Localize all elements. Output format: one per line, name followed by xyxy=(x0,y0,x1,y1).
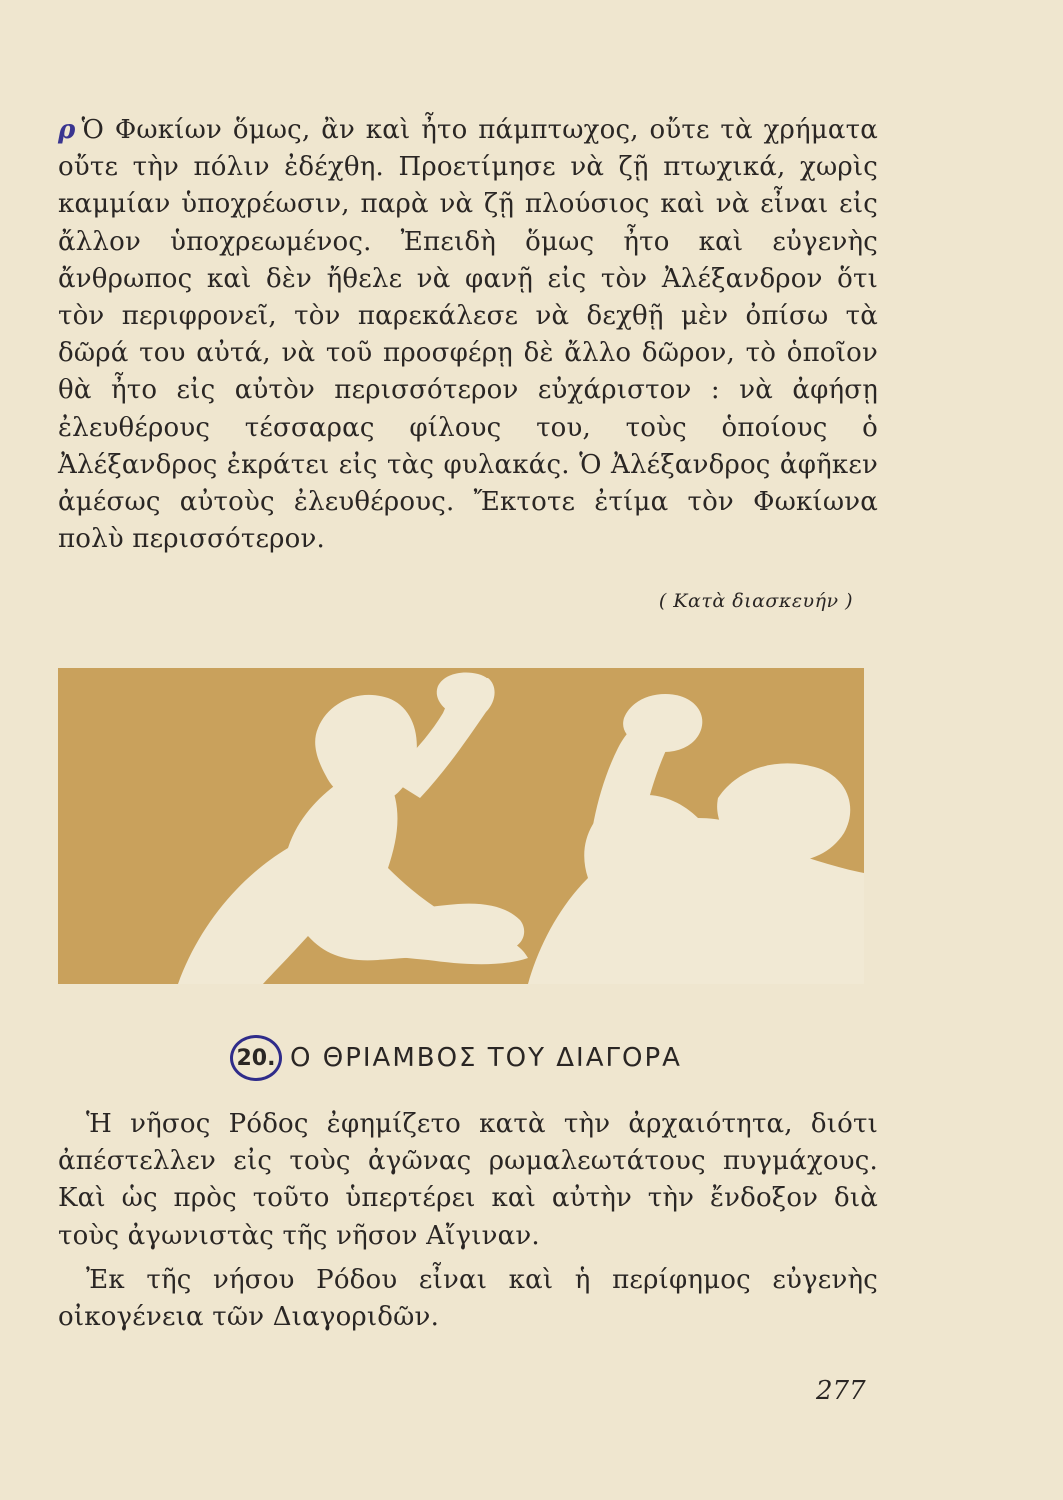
paragraph-rhodes: Ἡ νῆσος Ρόδος ἐφημίζετο κατὰ τὴν ἀρχαιότητα, διότι ἀπέστελλεν εἰς τοὺς ἀγῶνας ρωμαλεωτάτους πυγμάχους. Καὶ ὡς πρὸς τοῦτο ὑπερτέρει καὶ αὐτὴν τὴν ἔνδοξον διὰ τοὺς ἀγωνιστὰς τῆς νῆσον Αἴγιναν. xyxy=(58,1109,878,1251)
page-number: 277 xyxy=(816,1376,866,1406)
handwritten-marker: ρ xyxy=(58,115,76,145)
section-title: Ο ΘΡΙΑΜΒΟΣ ΤΟΥ ΔΙΑΓΟΡΑ xyxy=(290,1043,682,1073)
source-credit: ( Κατὰ διασκευήν ) xyxy=(658,590,853,612)
paragraph-phocion xyxy=(58,112,878,558)
paragraph-diagorids: Ἐκ τῆς νήσου Ρόδου εἶναι καὶ ἡ περίφημος εὐγενὴς οἰκογένεια τῶν Διαγοριδῶν. xyxy=(58,1265,878,1333)
boxers-image xyxy=(58,668,864,984)
boxers-illustration xyxy=(58,668,864,984)
section-heading xyxy=(230,1030,830,1086)
paragraph-text: Ὁ Φωκίων ὅμως, ἂν καὶ ἦτο πάμπτωχος, οὔτε τὰ χρήματα οὔτε τὴν πόλιν ἐδέχθη. Προετίμησε νὰ ζῇ πτωχικά, χωρὶς καμμίαν ὑποχρέωσιν, παρὰ νὰ ζῇ πλούσιος καὶ νὰ εἶναι εἰς ἄλλον ὑποχρεωμένος. Ἐπειδὴ ὅμως ἦτο καὶ εὐγενὴς ἄνθρωπος καὶ δὲν ἤθελε νὰ φανῇ εἰς τὸν Ἀλέξανδρον ὅτι τὸν περιφρονεῖ, τὸν παρεκάλεσε νὰ δεχθῇ μὲν ὀπίσω τὰ δῶρά του αὐτά, νὰ τοῦ προσφέρῃ δὲ ἄλλο δῶρον, τὸ ὁποῖον θὰ ἦτο εἰς αὐτὸν περισσότερον εὐχάριστον : νὰ ἀφήσῃ ἐλευθέρους τέσσαρας φίλους του, τοὺς ὁποίους ὁ Ἀλέξανδρος ἐκράτει εἰς τὰς φυλακάς. Ὁ Ἀλέξανδρος ἀφῆκεν ἀμέσως αὐτοὺς ἐλευθέρους. Ἔκτοτε ἐτίμα τὸν Φωκίωνα πολὺ περισσότερον. xyxy=(58,115,878,555)
section-number-circled: 20. xyxy=(230,1035,282,1081)
